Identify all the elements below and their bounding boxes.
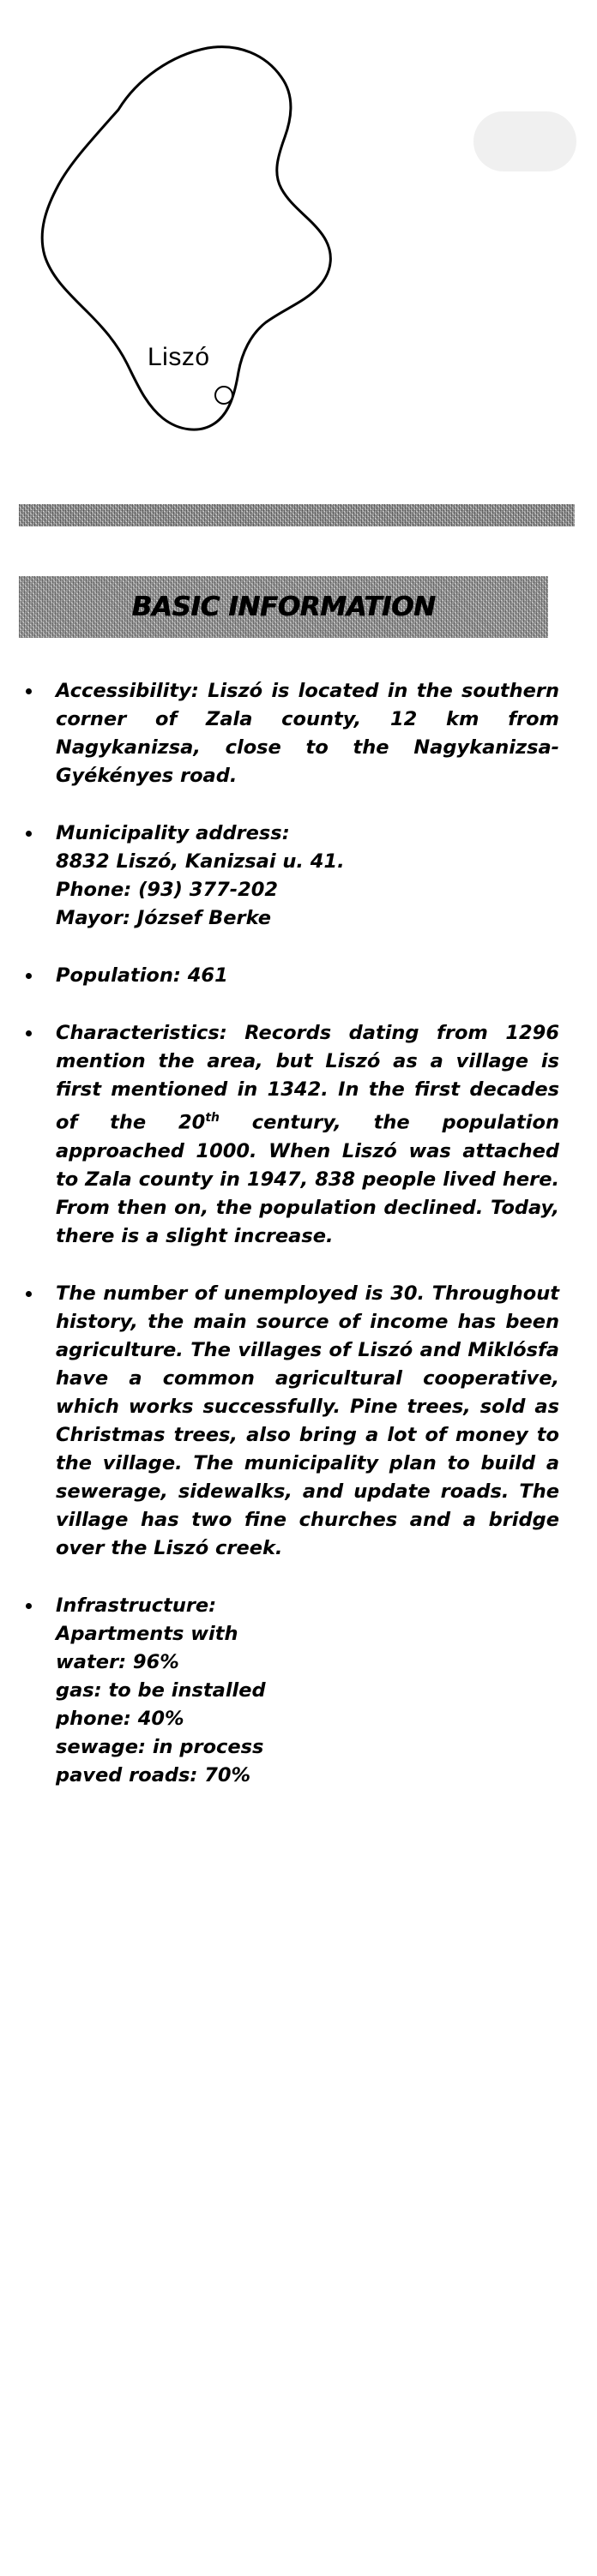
characteristics-ordinal-suffix: th	[205, 1111, 220, 1125]
infrastructure-phone-line: phone: 40%	[56, 1707, 184, 1730]
basic-information-banner	[19, 576, 548, 638]
section-divider	[19, 504, 575, 526]
municipality-address-line: 8832 Liszó, Kanizsai u. 41.	[56, 850, 345, 873]
bullet-icon	[26, 688, 32, 694]
municipality-mayor-line: Mayor: József Berke	[56, 907, 272, 929]
section-characteristics	[0, 1019, 597, 1251]
map-village-label: Liszó	[148, 343, 210, 371]
population-value: 461	[180, 964, 228, 987]
accessibility-paragraph	[56, 677, 559, 790]
infrastructure-paragraph	[56, 1592, 559, 1790]
accessibility-text: Liszó is located in the southern corner of Zala county, 12 km from Nagykanizsa, close to the Nagykanizsa-Gyékényes road.	[56, 680, 559, 787]
bullet-icon	[26, 973, 32, 979]
population-label: Population:	[56, 964, 181, 987]
infrastructure-gas-line: gas: to be installed	[56, 1678, 266, 1702]
characteristics-label: Characteristics:	[56, 1022, 227, 1044]
section-economy	[0, 1280, 597, 1563]
document-body	[0, 677, 597, 1819]
bullet-icon	[26, 831, 32, 837]
village-marker-icon	[214, 386, 233, 405]
economy-paragraph: The number of unemployed is 30. Throughout history, the main source of income has been agriculture. The villages of Liszó and Miklósfa have a common agricultural cooperative, which works successfully. Pine trees, sold as Christmas trees, also bring a lot of money to the village. The municipality plan to build a sewerage, sidewalks, and update roads. The village has two fine churches and a bridge over the Liszó creek.	[56, 1282, 559, 1559]
map-background-shape	[473, 111, 576, 171]
population-paragraph	[56, 962, 559, 990]
characteristics-text-part1: Records dating from 1296 mention the area, but Liszó as a village is first mentioned in 1342. In the first decades of the 20	[56, 1022, 559, 1134]
infrastructure-water-line: water: 96%	[56, 1650, 179, 1673]
municipality-paragraph	[56, 820, 559, 933]
characteristics-text-part2: century, the population approached 1000. When Liszó was attached to Zala county in 1947, 838 people lived here. From then on, the population declined. Today, there is a slight increase.	[56, 1111, 559, 1247]
infrastructure-label: Infrastructure:	[56, 1594, 217, 1617]
infrastructure-apartments-line: Apartments with	[56, 1622, 238, 1645]
municipality-phone-line: Phone: (93) 377-202	[56, 879, 279, 901]
characteristics-paragraph	[56, 1019, 559, 1251]
municipality-label: Municipality address:	[56, 822, 290, 844]
section-infrastructure	[0, 1592, 597, 1790]
map-region	[0, 0, 597, 497]
banner-title: BASIC INFORMATION	[131, 591, 436, 622]
accessibility-label: Accessibility:	[56, 680, 199, 702]
infrastructure-sewage-line: sewage: in process	[56, 1735, 264, 1758]
bullet-icon	[26, 1030, 32, 1036]
section-municipality-address	[0, 820, 597, 933]
bullet-icon	[26, 1603, 32, 1609]
village-boundary-outline	[9, 17, 489, 480]
bullet-icon	[26, 1291, 32, 1297]
infrastructure-paved-roads-line: paved roads: 70%	[56, 1763, 251, 1786]
section-accessibility	[0, 677, 597, 790]
section-population	[0, 962, 597, 990]
